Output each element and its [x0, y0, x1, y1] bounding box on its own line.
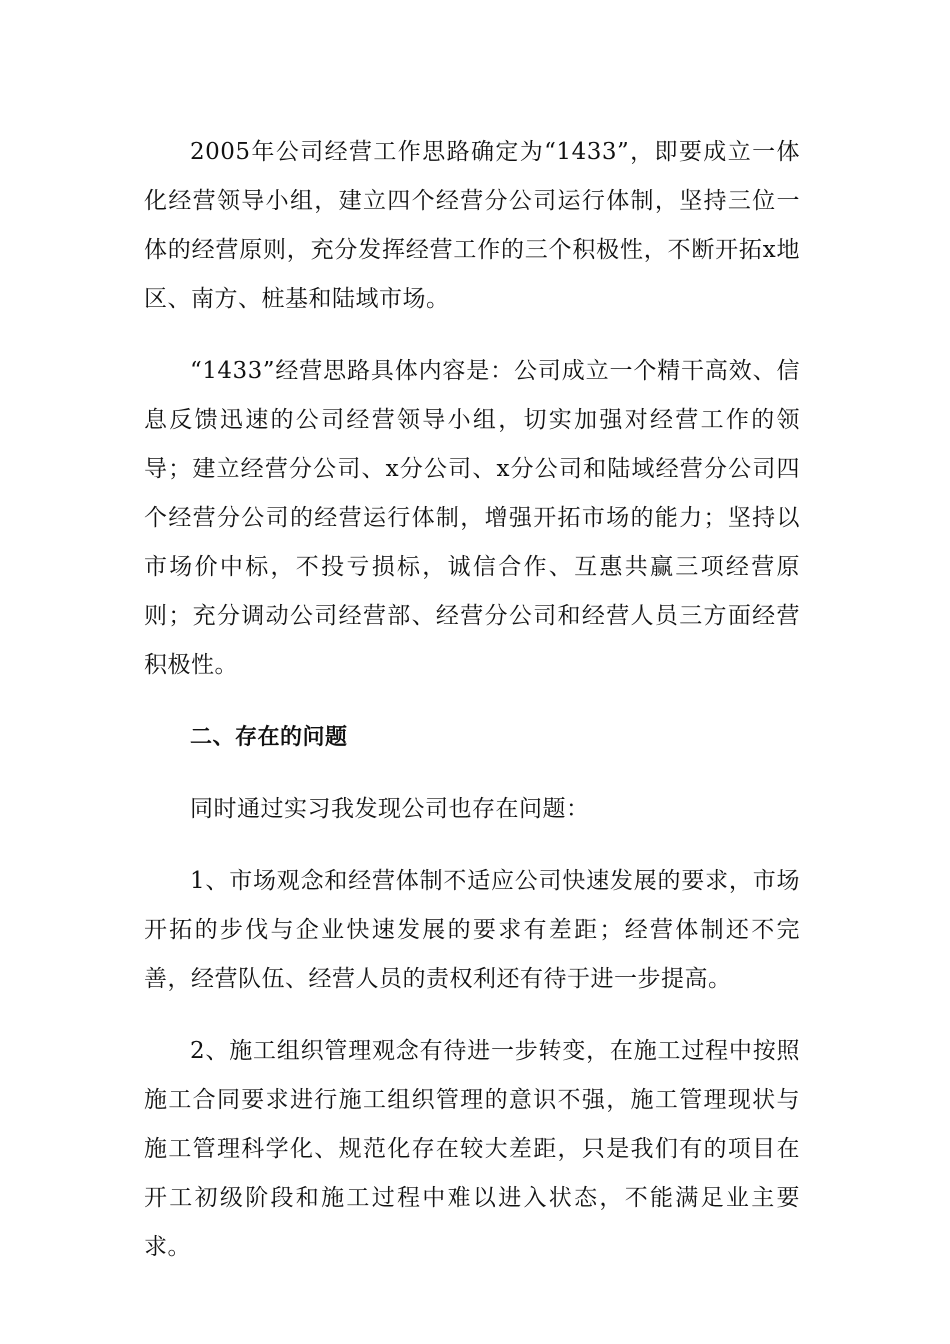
list-item-2: 2、施工组织管理观念有待进一步转变，在施工过程中按照施工合同要求进行施工组织管理的意识不强，施工管理现状与施工管理科学化、规范化存在较大差距，只是我们有的项目在开工初级阶段和施工过程中难以进入状态，不能满足业主要求。 [144, 1038, 800, 1260]
paragraph-strategy-details: “1433”经营思路具体内容是：公司成立一个精干高效、信息反馈迅速的公司经营领导小组，切实加强对经营工作的领导；建立经营分公司、x分公司、x分公司和陆域经营分公司四个经营分公司的经营运行体制，增强开拓市场的能力；坚持以市场价中标，不投亏损标，诚信合作、互惠共赢三项经营原则；充分调动公司经营部、经营分公司和经营人员三方面经营积极性。 [144, 358, 800, 678]
paragraph-business-strategy: 2005年公司经营工作思路确定为“1433”，即要成立一体化经营领导小组，建立四个经营分公司运行体制，坚持三位一体的经营原则，充分发挥经营工作的三个积极性，不断开拓x地区、南方、桩基和陆域市场。 [144, 139, 800, 312]
document-body [144, 128, 800, 1295]
section-heading: 二、存在的问题 [190, 725, 348, 750]
paragraph-intro: 同时通过实习我发现公司也存在问题： [190, 796, 590, 822]
list-item-1: 1、市场观念和经营体制不适应公司快速发展的要求，市场开拓的步伐与企业快速发展的要求有差距；经营体制还不完善，经营队伍、经营人员的责权利还有待于进一步提高。 [144, 868, 800, 992]
